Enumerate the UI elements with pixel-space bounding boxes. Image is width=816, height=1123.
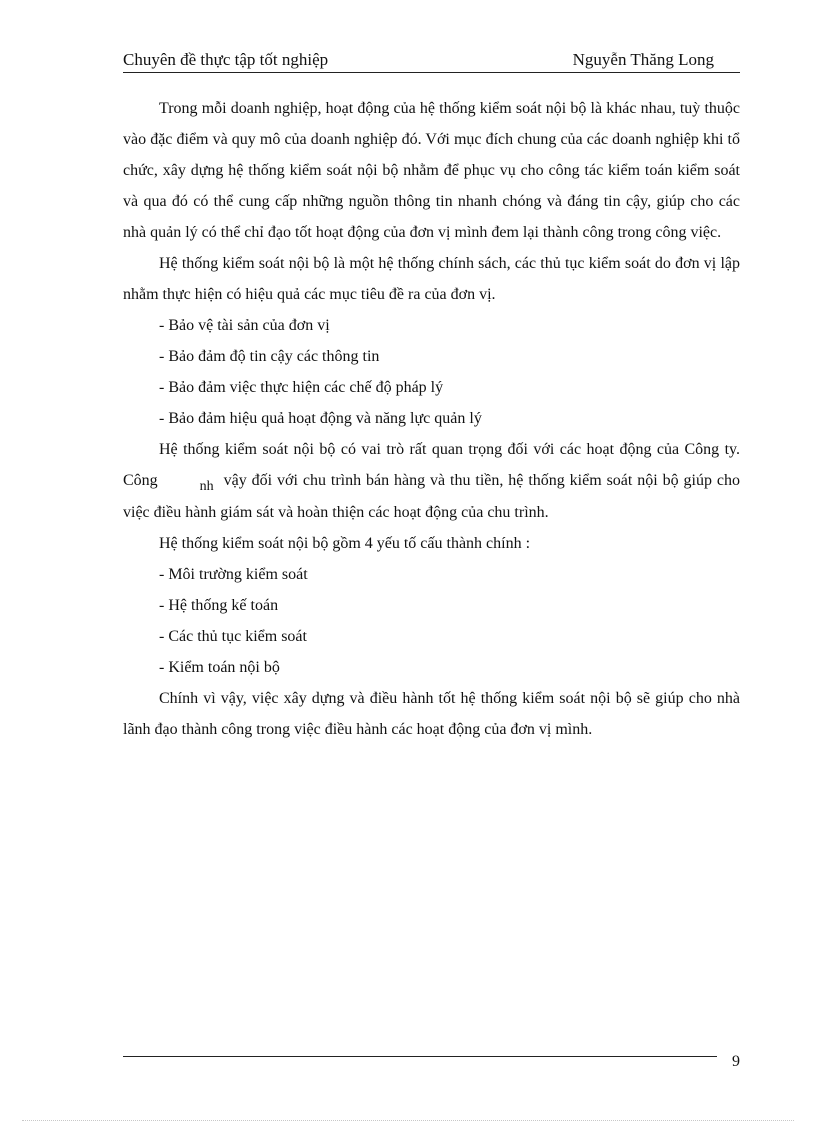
component-item: - Các thủ tục kiểm soát xyxy=(159,628,307,645)
objective-item: - Bảo đảm hiệu quả hoạt động và năng lực quản lý xyxy=(159,410,482,427)
paragraph-role xyxy=(123,434,740,528)
paragraph-intro: Trong mỗi doanh nghiệp, hoạt động của hệ thống kiểm soát nội bộ là khác nhau, tuỳ thuộc vào đặc điểm và quy mô của doanh nghiệp đó. Với mục đích chung của các doanh nghiệp khi tổ chức, xây dựng hệ thống kiểm soát nội bộ nhằm để phục vụ cho công tác kiểm toán kiểm soát và qua đó có thể cung cấp những nguồn thông tin nhanh chóng và đáng tin cậy, giúp cho các nhà quản lý có thể chỉ đạo tốt hoạt động của đơn vị mình đem lại thành công trong công việc. xyxy=(123,100,740,241)
document-title: Chuyên đề thực tập tốt nghiệp xyxy=(123,50,329,69)
page-body xyxy=(123,93,740,745)
page-header xyxy=(123,46,740,73)
component-item: - Hệ thống kế toán xyxy=(159,597,279,614)
paragraph-definition: Hệ thống kiểm soát nội bộ là một hệ thống chính sách, các thủ tục kiểm soát do đơn vị lập nhằm thực hiện có hiệu quả các mục tiêu đề ra của đơn vị. xyxy=(123,255,740,303)
objective-item: - Bảo đảm việc thực hiện các chế độ pháp lý xyxy=(159,379,444,396)
objective-item: - Bảo đảm độ tin cậy các thông tin xyxy=(159,348,380,365)
subscript-fragment: nh xyxy=(199,479,214,494)
paragraph-role-text-2: vậy đối với chu trình bán hàng và thu tiền, hệ thống kiểm soát nội bộ giúp cho việc điều hành giám sát và hoàn thiện các hoạt động của chu trình. xyxy=(123,472,740,521)
objective-item: - Bảo vệ tài sản của đơn vị xyxy=(159,317,330,334)
component-item: - Kiểm toán nội bộ xyxy=(159,659,280,676)
component-item: - Môi trường kiểm soát xyxy=(159,566,308,583)
paragraph-role-text-1: Hệ thống kiểm soát nội bộ có vai trò rất quan trọng đối với các hoạt động của Công ty. Công xyxy=(123,441,740,489)
paragraph-components: Hệ thống kiểm soát nội bộ gồm 4 yếu tố cấu thành chính : xyxy=(159,535,531,552)
footer-divider xyxy=(123,1056,717,1057)
page-edge-divider xyxy=(22,1120,794,1121)
paragraph-conclusion: Chính vì vậy, việc xây dựng và điều hành tốt hệ thống kiểm soát nội bộ sẽ giúp cho nhà lãnh đạo thành công trong việc điều hành các hoạt động của đơn vị mình. xyxy=(123,690,740,738)
page-number: 9 xyxy=(732,1053,740,1070)
author-name: Nguyễn Thăng Long xyxy=(572,50,714,69)
